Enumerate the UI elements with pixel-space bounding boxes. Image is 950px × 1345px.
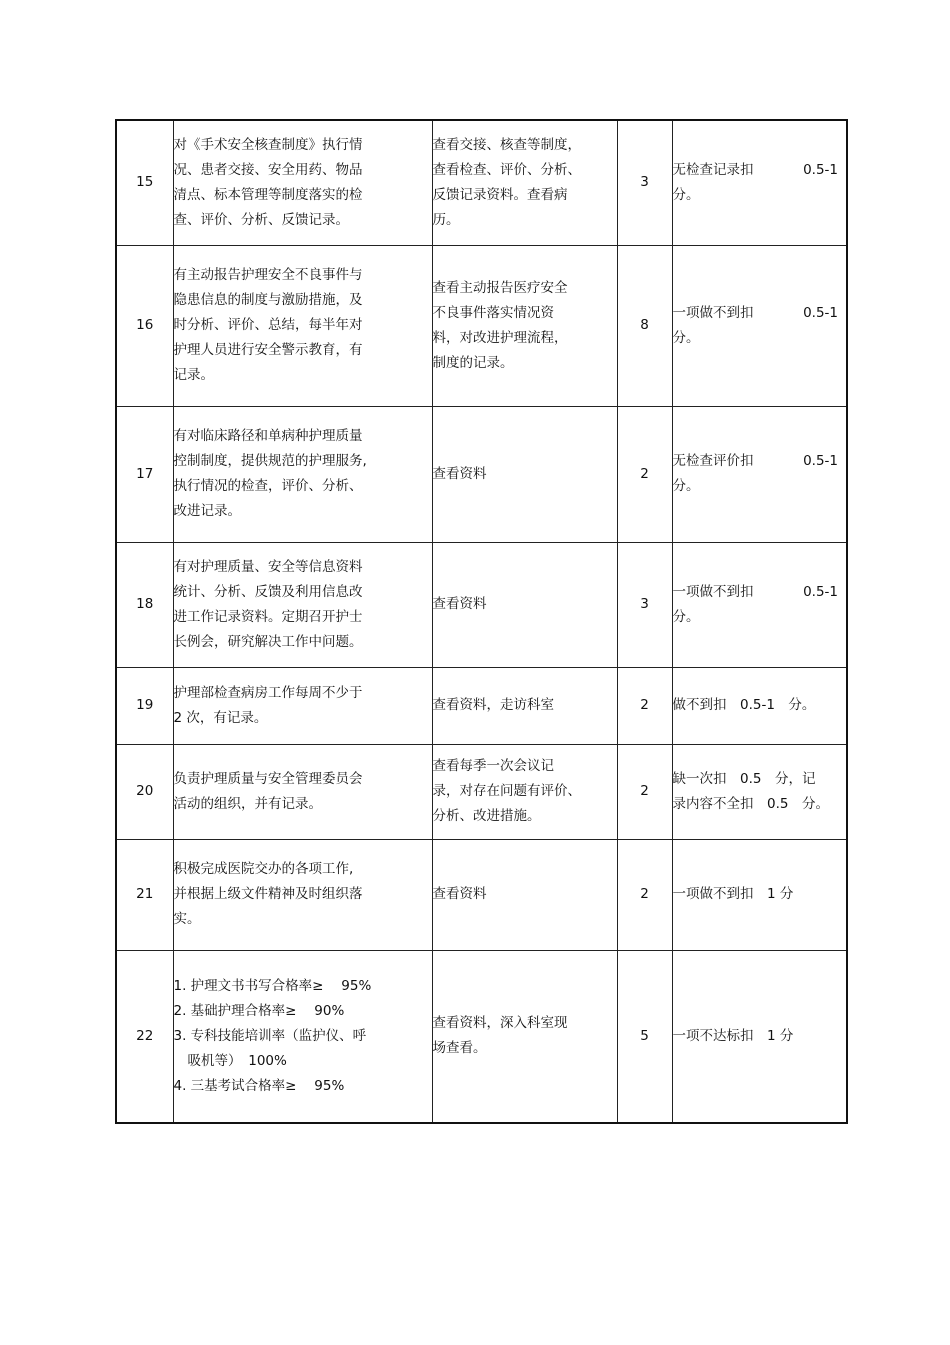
item-line: 时分析、评价、总结，每半年对 bbox=[173, 317, 363, 333]
deduction-line bbox=[673, 301, 847, 326]
table-body bbox=[116, 120, 847, 1123]
deduction-rule bbox=[672, 950, 847, 1123]
inspection-method bbox=[432, 839, 617, 950]
item-line: 记录。 bbox=[173, 367, 214, 383]
deduction-line bbox=[673, 580, 847, 605]
method-line: 不良事件落实情况资 bbox=[432, 304, 554, 321]
score-value: 3 bbox=[617, 120, 672, 245]
deduction-rule bbox=[672, 744, 847, 839]
method-line: 查看资料，深入科室现 bbox=[432, 1015, 568, 1032]
method-line: 查看资料，走访科室 bbox=[432, 697, 554, 713]
item-line: 长例会，研究解决工作中问题。 bbox=[173, 633, 363, 650]
method-line: 历。 bbox=[432, 211, 460, 228]
method-line: 查看每季一次会议记 bbox=[432, 758, 554, 774]
deduction-line: 一项做不到扣 1 分 bbox=[672, 886, 794, 902]
item-line: 查、评价、分析、反馈记录。 bbox=[173, 211, 349, 228]
table-row bbox=[116, 667, 847, 744]
deduction-rule bbox=[672, 839, 847, 950]
item-line: 并根据上级文件精神及时组织落 bbox=[173, 886, 363, 902]
method-line: 查看资料 bbox=[432, 596, 487, 612]
item-line: 活动的组织，并有记录。 bbox=[173, 795, 322, 812]
method-line: 场查看。 bbox=[432, 1040, 487, 1057]
item-line: 况、患者交接、安全用药、物品 bbox=[173, 161, 363, 178]
item-list-entry: 2. 基础护理合格率≥ 90% bbox=[173, 1002, 345, 1019]
item-line: 统计、分析、反馈及利用信息改 bbox=[173, 583, 363, 600]
inspection-method bbox=[432, 667, 617, 744]
score-value: 3 bbox=[617, 542, 672, 667]
deduction-amount: 0.5-1 bbox=[803, 583, 838, 600]
row-number: 22 bbox=[116, 950, 173, 1123]
item-line: 有对护理质量、安全等信息资料 bbox=[173, 558, 363, 575]
row-number: 20 bbox=[116, 744, 173, 839]
deduction-line: 录内容不全扣 0.5 分。 bbox=[672, 795, 829, 812]
inspection-item bbox=[173, 406, 432, 542]
row-number: 16 bbox=[116, 245, 173, 406]
deduction-line bbox=[673, 449, 847, 474]
item-line: 进工作记录资料。定期召开护士 bbox=[173, 608, 363, 625]
deduction-amount: 0.5-1 bbox=[803, 161, 838, 178]
method-line: 分析、改进措施。 bbox=[432, 808, 541, 824]
method-line: 查看检查、评价、分析、 bbox=[432, 161, 581, 178]
deduction-text: 无检查评价扣 bbox=[672, 453, 754, 469]
method-line: 查看资料 bbox=[432, 886, 487, 902]
table-row bbox=[116, 542, 847, 667]
inspection-item bbox=[173, 245, 432, 406]
inspection-item bbox=[173, 839, 432, 950]
deduction-rule bbox=[672, 667, 847, 744]
deduction-amount: 0.5-1 bbox=[803, 304, 838, 321]
item-line: 2 次，有记录。 bbox=[173, 709, 268, 726]
table-row bbox=[116, 744, 847, 839]
score-value: 2 bbox=[617, 744, 672, 839]
deduction-rule bbox=[672, 245, 847, 406]
table-row bbox=[116, 839, 847, 950]
item-line: 对《手术安全核查制度》执行情 bbox=[173, 136, 363, 153]
method-line: 查看资料 bbox=[432, 465, 487, 482]
table-row bbox=[116, 245, 847, 406]
item-list-entry: 1. 护理文书书写合格率≥ 95% bbox=[173, 977, 372, 994]
score-value: 2 bbox=[617, 406, 672, 542]
item-line: 隐患信息的制度与激励措施，及 bbox=[173, 292, 363, 308]
deduction-amount: 0.5-1 bbox=[803, 453, 838, 469]
deduction-unit: 分。 bbox=[672, 329, 700, 346]
item-list-entry: 3. 专科技能培训率（监护仪、呼 bbox=[173, 1027, 367, 1044]
deduction-unit: 分。 bbox=[672, 186, 700, 203]
deduction-rule bbox=[672, 406, 847, 542]
deduction-unit: 分。 bbox=[672, 478, 700, 494]
evaluation-table bbox=[115, 119, 848, 1124]
inspection-method bbox=[432, 120, 617, 245]
inspection-item bbox=[173, 667, 432, 744]
table-row bbox=[116, 406, 847, 542]
method-line: 录，对存在问题有评价、 bbox=[432, 783, 581, 799]
row-number: 15 bbox=[116, 120, 173, 245]
score-value: 2 bbox=[617, 667, 672, 744]
item-line: 积极完成医院交办的各项工作, bbox=[173, 861, 354, 877]
item-line: 有对临床路径和单病种护理质量 bbox=[173, 428, 363, 444]
table-row bbox=[116, 120, 847, 245]
table-row bbox=[116, 950, 847, 1123]
deduction-unit: 分。 bbox=[672, 608, 700, 625]
deduction-text: 一项做不到扣 bbox=[672, 304, 754, 321]
item-line: 实。 bbox=[173, 911, 201, 927]
row-number: 19 bbox=[116, 667, 173, 744]
method-line: 反馈记录资料。查看病 bbox=[432, 186, 568, 203]
method-line: 制度的记录。 bbox=[432, 354, 514, 371]
inspection-item bbox=[173, 542, 432, 667]
deduction-rule bbox=[672, 542, 847, 667]
item-line: 负责护理质量与安全管理委员会 bbox=[173, 770, 363, 787]
row-number: 18 bbox=[116, 542, 173, 667]
item-list-entry: 吸机等） 100% bbox=[187, 1052, 287, 1069]
item-line: 改进记录。 bbox=[173, 503, 241, 519]
inspection-item bbox=[173, 744, 432, 839]
method-line: 料，对改进护理流程， bbox=[432, 329, 568, 346]
item-line: 护理部检查病房工作每周不少于 bbox=[173, 684, 363, 701]
inspection-item bbox=[173, 120, 432, 245]
inspection-item bbox=[173, 950, 432, 1123]
score-value: 5 bbox=[617, 950, 672, 1123]
deduction-line: 做不到扣 0.5-1 分。 bbox=[672, 697, 816, 713]
deduction-text: 无检查记录扣 bbox=[672, 161, 754, 178]
deduction-line bbox=[673, 158, 847, 183]
inspection-method bbox=[432, 406, 617, 542]
method-line: 查看主动报告医疗安全 bbox=[432, 279, 568, 296]
row-number: 21 bbox=[116, 839, 173, 950]
item-list-entry: 4. 三基考试合格率≥ 95% bbox=[173, 1077, 345, 1094]
deduction-text: 一项做不到扣 bbox=[672, 583, 754, 600]
row-number: 17 bbox=[116, 406, 173, 542]
score-value: 8 bbox=[617, 245, 672, 406]
inspection-method bbox=[432, 245, 617, 406]
item-line: 清点、标本管理等制度落实的检 bbox=[173, 186, 363, 203]
item-line: 有主动报告护理安全不良事件与 bbox=[173, 267, 363, 283]
deduction-rule bbox=[672, 120, 847, 245]
item-line: 执行情况的检查，评价、分析、 bbox=[173, 478, 363, 494]
item-line: 控制制度，提供规范的护理服务, bbox=[173, 453, 367, 469]
score-value: 2 bbox=[617, 839, 672, 950]
inspection-method bbox=[432, 744, 617, 839]
inspection-method bbox=[432, 950, 617, 1123]
deduction-line: 一项不达标扣 1 分 bbox=[672, 1027, 794, 1044]
deduction-line: 缺一次扣 0.5 分，记 bbox=[672, 770, 816, 787]
item-line: 护理人员进行安全警示教育，有 bbox=[173, 342, 363, 358]
method-line: 查看交接、核查等制度， bbox=[432, 136, 581, 153]
inspection-method bbox=[432, 542, 617, 667]
